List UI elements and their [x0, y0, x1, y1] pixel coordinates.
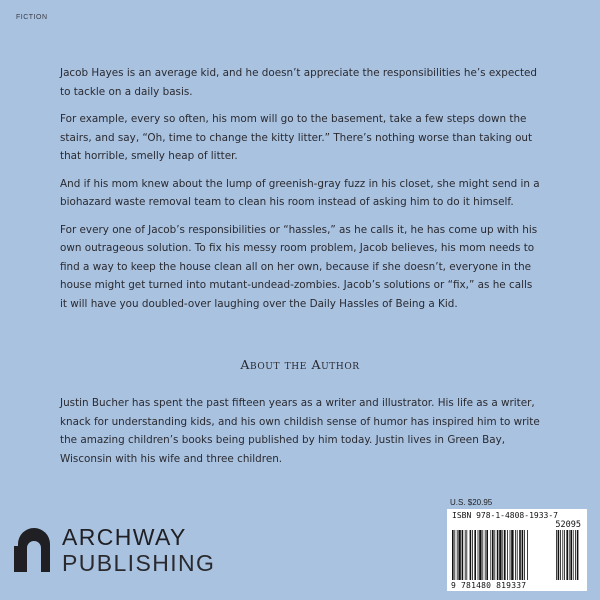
barcode-addon-digits: 52095 [555, 520, 581, 530]
isbn-barcode [447, 509, 587, 591]
about-author-heading: About the Author [240, 357, 360, 372]
blurb-paragraph-1: Jacob Hayes is an average kid, and he doesn’t appreciate the responsibilities he’s expected to tackle on a daily basis. [60, 67, 538, 98]
blurb-paragraph-3: And if his mom knew about the lump of greenish-gray fuzz in his closet, she might send in a biohazard waste removal team to clean his room instead of asking him to do it himself. [60, 177, 540, 208]
barcode-bars [452, 530, 584, 580]
isbn-number: ISBN 978-1-4808-1933-7 [452, 511, 558, 520]
publisher-logo [14, 520, 234, 576]
publisher-name-line2: PUBLISHING [62, 550, 216, 576]
blurb-text [60, 64, 542, 322]
genre-label: FICTION [16, 14, 48, 21]
blurb-paragraph-4: For every one of Jacob’s responsibilities or “hassles,” as he calls it, he has come up with his own outrageous solution. To fix his messy room problem, Jacob believes, his mom needs to find a way to keep the house clean all on her own, because if she doesn’t, everyone in the house might get turned into mutant-undead-zombies. Jacob’s solutions or “fix,” as he calls it will have you doubled-over laughing over the Daily Hassles of Being a Kid. [60, 223, 538, 310]
blurb-paragraph-2: For example, every so often, his mom will go to the basement, take a few steps down the stairs, and say, “Oh, time to change the kitty litter.” There’s nothing worse than taking out that horrible, smelly heap of litter. [60, 113, 533, 162]
price-label: U.S. $20.95 [450, 498, 493, 507]
archway-doorway-icon [14, 526, 54, 572]
publisher-name-line1: ARCHWAY [62, 524, 187, 550]
author-bio: Justin Bucher has spent the past fifteen years as a writer and illustrator. His life as a writer, knack for understanding kids, and his own childish sense of humor has inspired him to write the amazing children’s books being published by him today. Justin lives in Green Bay, Wisconsin with his wife and three children. [60, 397, 540, 465]
ean-digits: 9 781480 819337 [451, 581, 527, 590]
